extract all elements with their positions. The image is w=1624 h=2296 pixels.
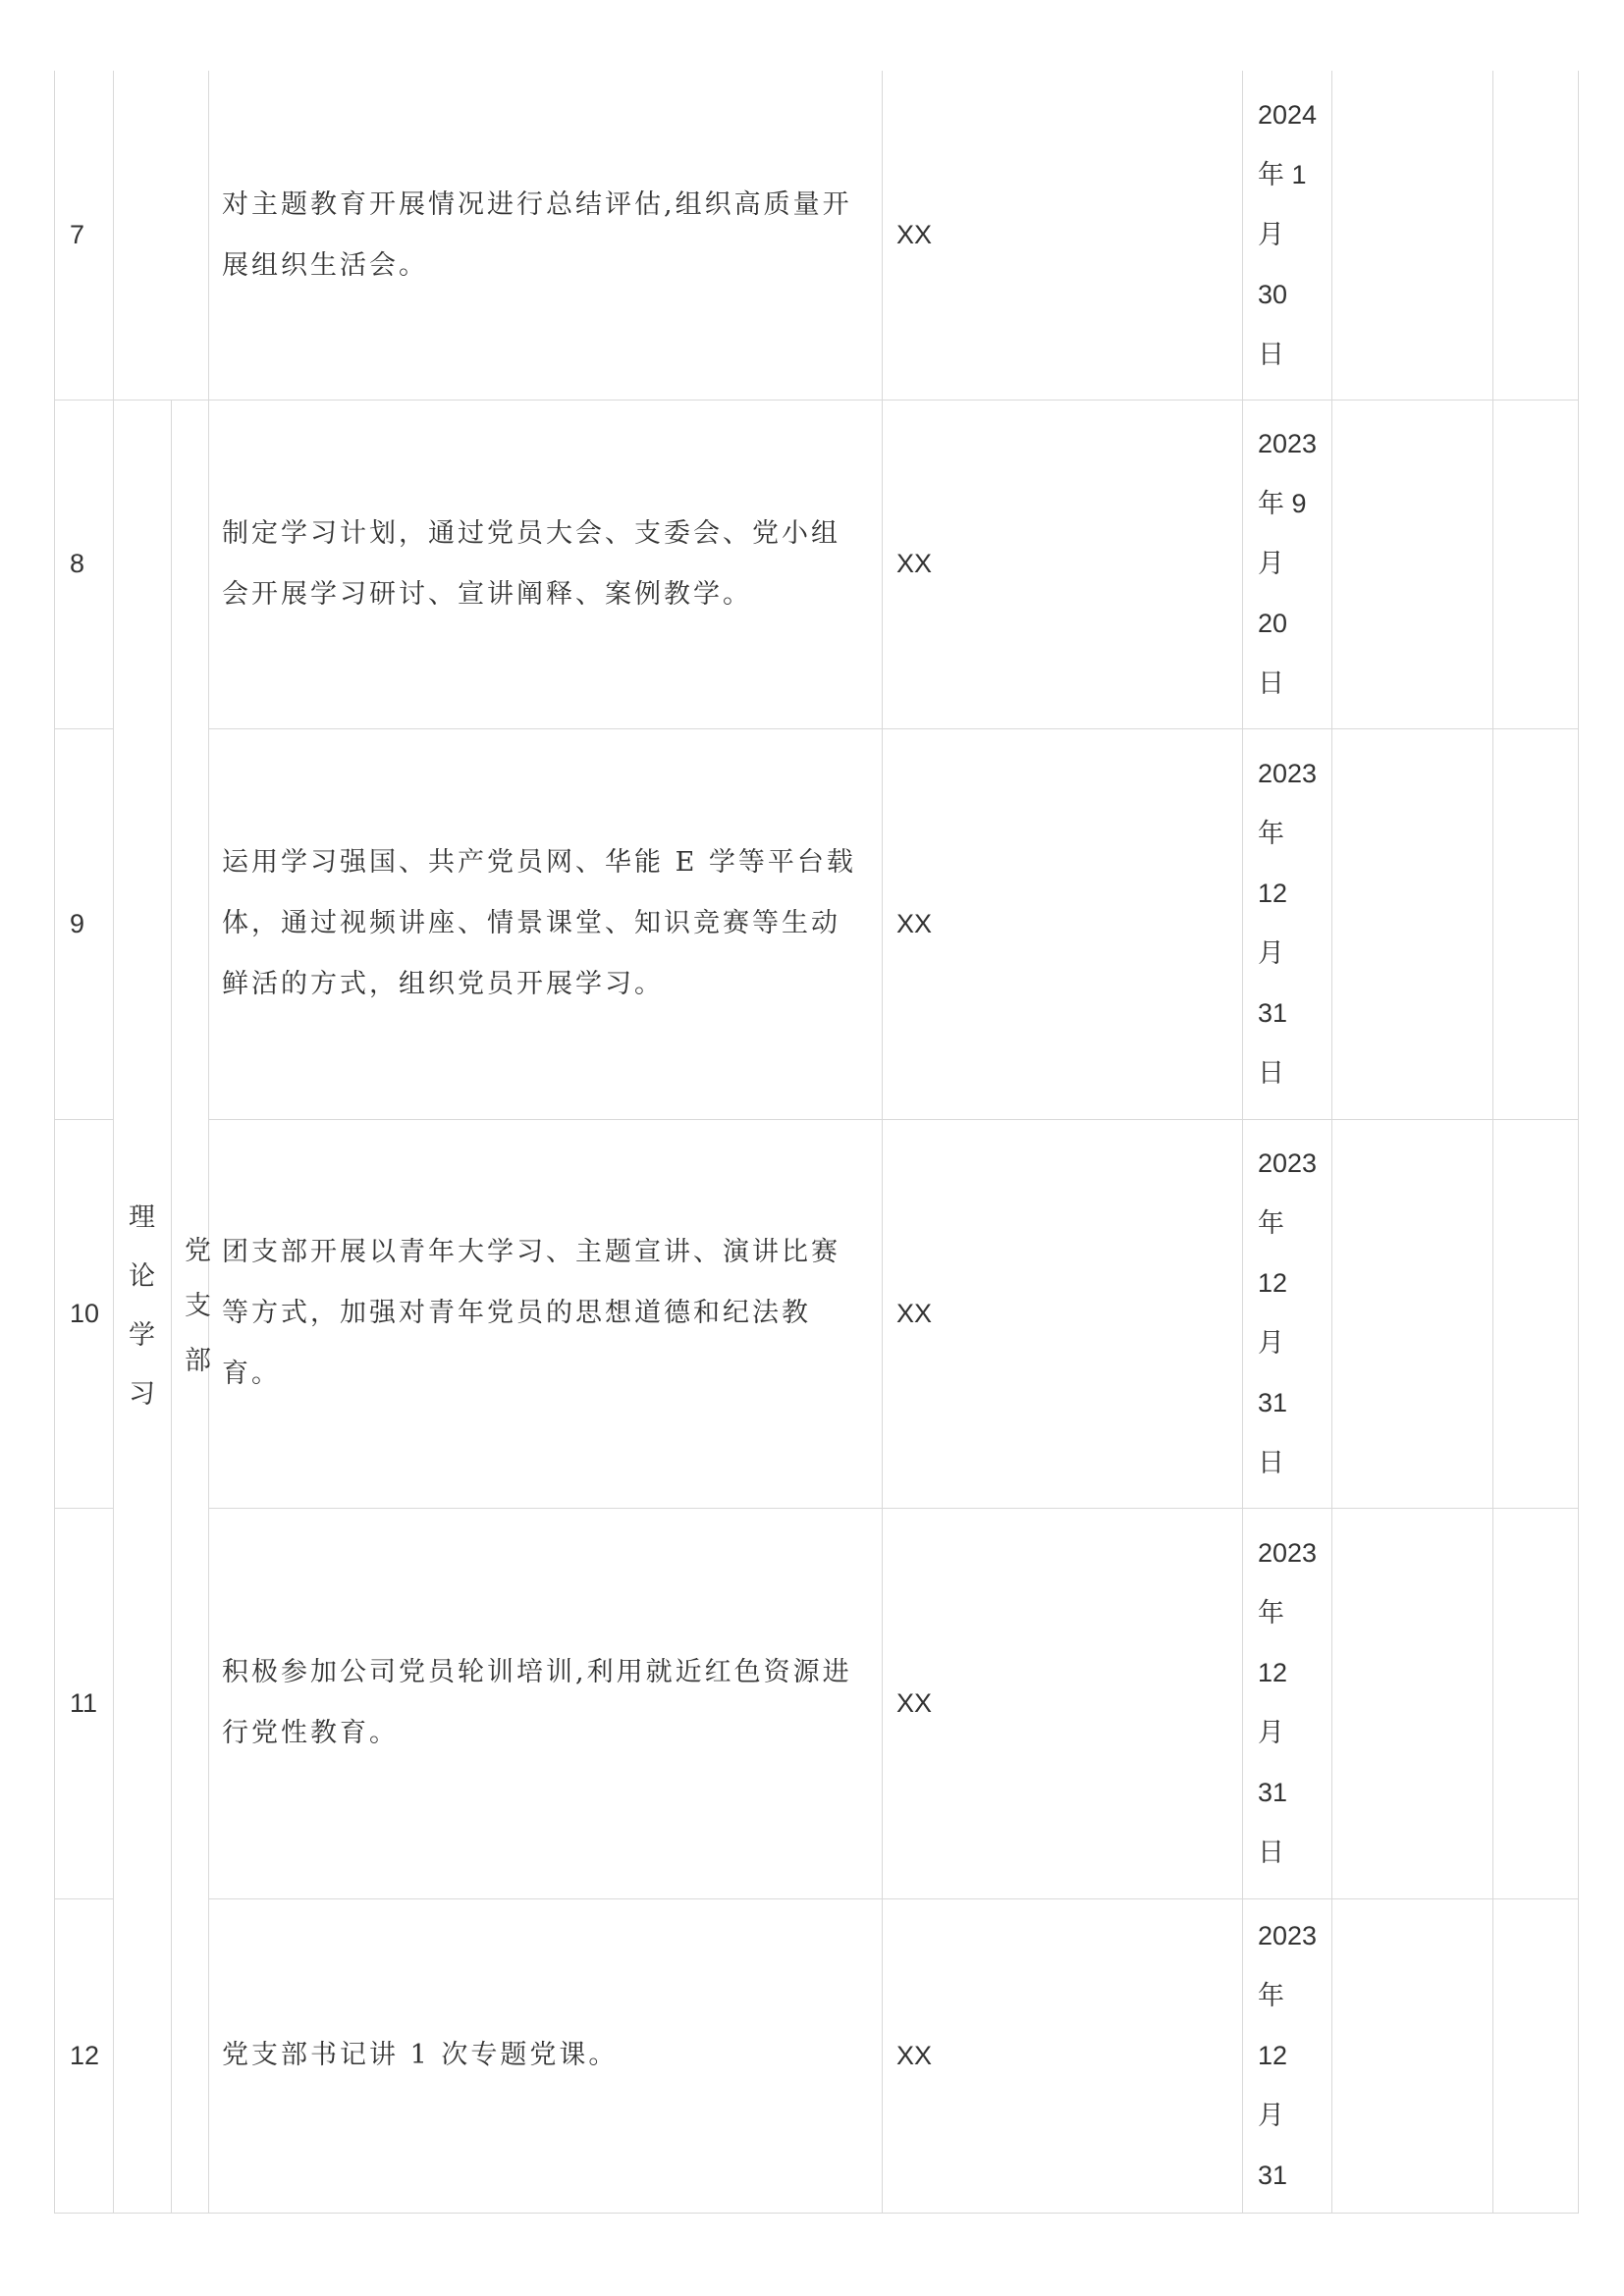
table-border-bottom bbox=[54, 2213, 1578, 2214]
date-part: 31 bbox=[1258, 998, 1288, 1028]
date-part: 2023 bbox=[1258, 759, 1318, 788]
responsible-person: XX bbox=[896, 220, 933, 249]
row-number: 10 bbox=[70, 1298, 100, 1328]
deadline-date bbox=[1242, 71, 1331, 400]
row-number: 7 bbox=[70, 220, 85, 249]
date-part: 日 bbox=[1258, 1058, 1284, 1088]
responsible-person: XX bbox=[896, 1687, 933, 1718]
column-divider bbox=[1331, 71, 1332, 2214]
date-part: 年 bbox=[1258, 1208, 1284, 1238]
date-part: 日 bbox=[1258, 1448, 1284, 1477]
date-part: 月 bbox=[1258, 1328, 1284, 1358]
date-part: 年 bbox=[1258, 1598, 1284, 1628]
responsible-person: XX bbox=[896, 1298, 933, 1328]
date-part: 12 bbox=[1258, 879, 1288, 908]
category-char: 学 bbox=[129, 1319, 155, 1351]
sub-unit-char: 党 bbox=[185, 1235, 211, 1266]
date-part: 年 1 bbox=[1258, 160, 1307, 189]
date-part: 年 9 bbox=[1258, 489, 1307, 518]
deadline-date bbox=[1242, 400, 1331, 728]
deadline-date bbox=[1242, 728, 1331, 1119]
responsible-person: XX bbox=[896, 2040, 933, 2070]
date-part: 12 bbox=[1258, 2040, 1288, 2070]
row-number: 8 bbox=[70, 549, 85, 578]
task-description: 制定学习计划，通过党员大会、支委会、党小组会开展学习研讨、宣讲阐释、案例教学。 bbox=[222, 517, 840, 610]
date-part: 月 bbox=[1258, 1718, 1284, 1747]
sub-unit-cell bbox=[171, 400, 211, 2213]
date-part: 31 bbox=[1258, 1778, 1288, 1807]
column-divider bbox=[1492, 71, 1493, 2214]
date-part: 2024 bbox=[1258, 100, 1318, 130]
date-part: 年 bbox=[1258, 1980, 1284, 2010]
responsible-person: XX bbox=[896, 908, 933, 938]
deadline-date bbox=[1242, 1898, 1331, 2213]
row-number: 9 bbox=[70, 908, 85, 938]
date-part: 日 bbox=[1258, 1838, 1284, 1867]
task-description: 团支部开展以青年大学习、主题宣讲、演讲比赛等方式，加强对青年党员的思想道德和纪法教育。 bbox=[222, 1237, 840, 1389]
date-part: 日 bbox=[1258, 668, 1284, 698]
date-part: 2023 bbox=[1258, 1148, 1318, 1178]
date-part: 月 bbox=[1258, 220, 1284, 249]
date-part: 12 bbox=[1258, 1658, 1288, 1687]
deadline-date bbox=[1242, 1119, 1331, 1508]
date-part: 月 bbox=[1258, 2100, 1284, 2130]
deadline-date bbox=[1242, 1508, 1331, 1898]
date-part: 月 bbox=[1258, 938, 1284, 968]
date-part: 31 bbox=[1258, 1388, 1288, 1417]
date-part: 31 bbox=[1258, 2160, 1288, 2190]
date-part: 2023 bbox=[1258, 1538, 1318, 1568]
date-part: 20 bbox=[1258, 609, 1288, 638]
date-part: 12 bbox=[1258, 1268, 1288, 1298]
table-border-right bbox=[1578, 71, 1579, 2214]
task-description: 积极参加公司党员轮训培训,利用就近红色资源进行党性教育。 bbox=[222, 1657, 852, 1748]
task-description: 对主题教育开展情况进行总结评估,组织高质量开展组织生活会。 bbox=[222, 188, 852, 281]
row-number: 12 bbox=[70, 2040, 100, 2070]
category-char: 理 bbox=[129, 1201, 155, 1233]
date-part: 2023 bbox=[1258, 1920, 1318, 1950]
date-part: 日 bbox=[1258, 340, 1284, 369]
date-part: 2023 bbox=[1258, 429, 1318, 458]
category-char: 论 bbox=[129, 1260, 155, 1292]
category-cell bbox=[113, 400, 171, 2213]
category-char: 习 bbox=[129, 1378, 155, 1410]
sub-unit-char: 支 bbox=[185, 1290, 211, 1321]
date-part: 年 bbox=[1258, 819, 1284, 848]
date-part: 月 bbox=[1258, 549, 1284, 578]
date-part: 30 bbox=[1258, 280, 1288, 309]
sub-unit-char: 部 bbox=[185, 1345, 211, 1376]
task-description: 党支部书记讲 1 次专题党课。 bbox=[222, 2040, 619, 2070]
responsible-person: XX bbox=[896, 549, 933, 578]
task-description: 运用学习强国、共产党员网、华能 E 学等平台载体，通过视频讲座、情景课堂、知识竞赛等生动鲜活的方式，组织党员开展学习。 bbox=[222, 847, 856, 999]
row-number: 11 bbox=[70, 1687, 98, 1718]
